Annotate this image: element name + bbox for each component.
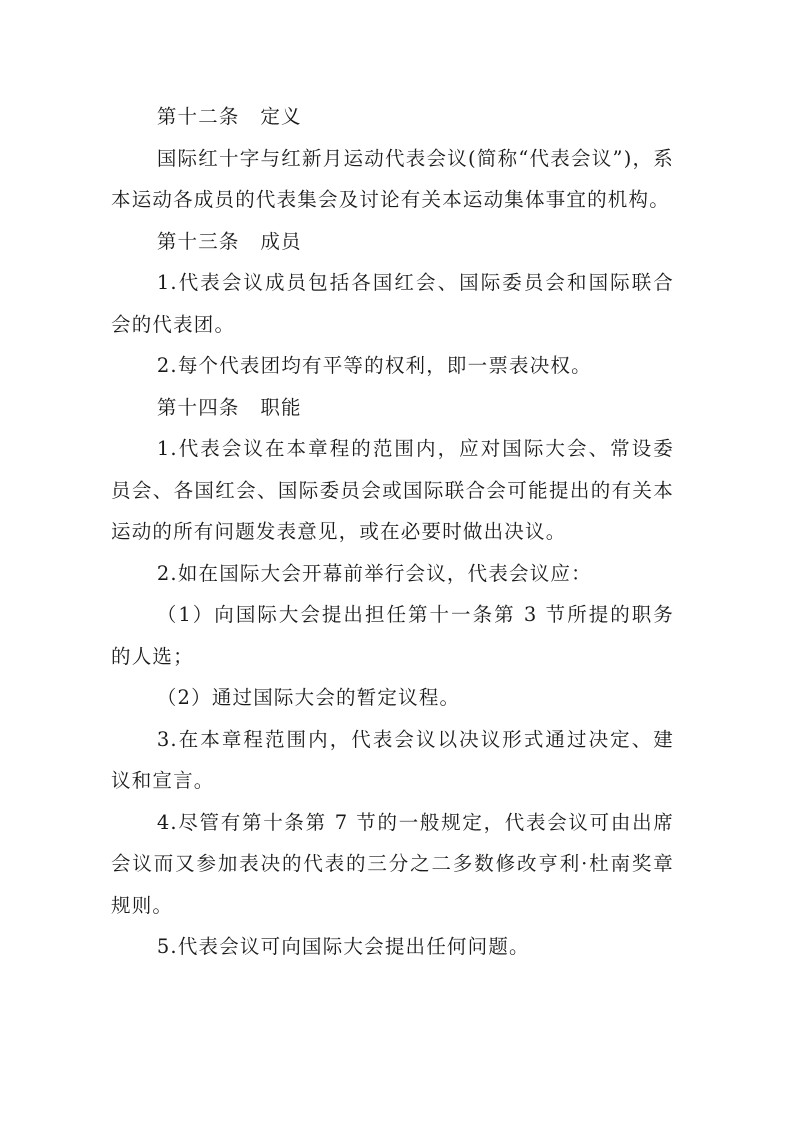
document-body	[111, 96, 674, 968]
article-14-item-3: 3.在本章程范围内，代表会议以决议形式通过决定、建议和宣言。	[111, 727, 674, 792]
article-14-item-2-sub-2: （2）通过国际大会的暂定议程。	[156, 686, 461, 709]
article-12-paragraph: 国际红十字与红新月运动代表会议(简称“代表会议”)，系本运动各成员的代表集会及讨论有关本运动集体事宜的机构。	[111, 146, 674, 211]
article-13-heading: 第十三条 成员	[156, 229, 302, 253]
article-13-item-2: 2.每个代表团均有平等的权利，即一票表决权。	[156, 354, 592, 377]
article-12-heading: 第十二条 定义	[156, 105, 302, 128]
article-14-item-4: 4.尽管有第十条第 7 节的一般规定，代表会议可由出席会议而又参加表决的代表的三分之二多数修改亨利·杜南奖章规则。	[111, 810, 674, 917]
article-14-item-5: 5.代表会议可向国际大会提出任何问题。	[156, 935, 530, 958]
article-14-item-2: 2.如在国际大会开幕前举行会议，代表会议应：	[156, 561, 592, 585]
article-14-item-1: 1.代表会议在本章程的范围内，应对国际大会、常设委员会、各国红会、国际委员会或国际联合会可能提出的有关本运动的所有问题发表意见，或在必要时做出决议。	[111, 437, 674, 543]
article-14-heading: 第十四条 职能	[156, 395, 302, 419]
article-14-item-2-sub-1: （1）向国际大会提出担任第十一条第 3 节所提的职务的人选；	[111, 603, 674, 668]
article-13-item-1: 1.代表会议成员包括各国红会、国际委员会和国际联合会的代表团。	[111, 271, 674, 336]
